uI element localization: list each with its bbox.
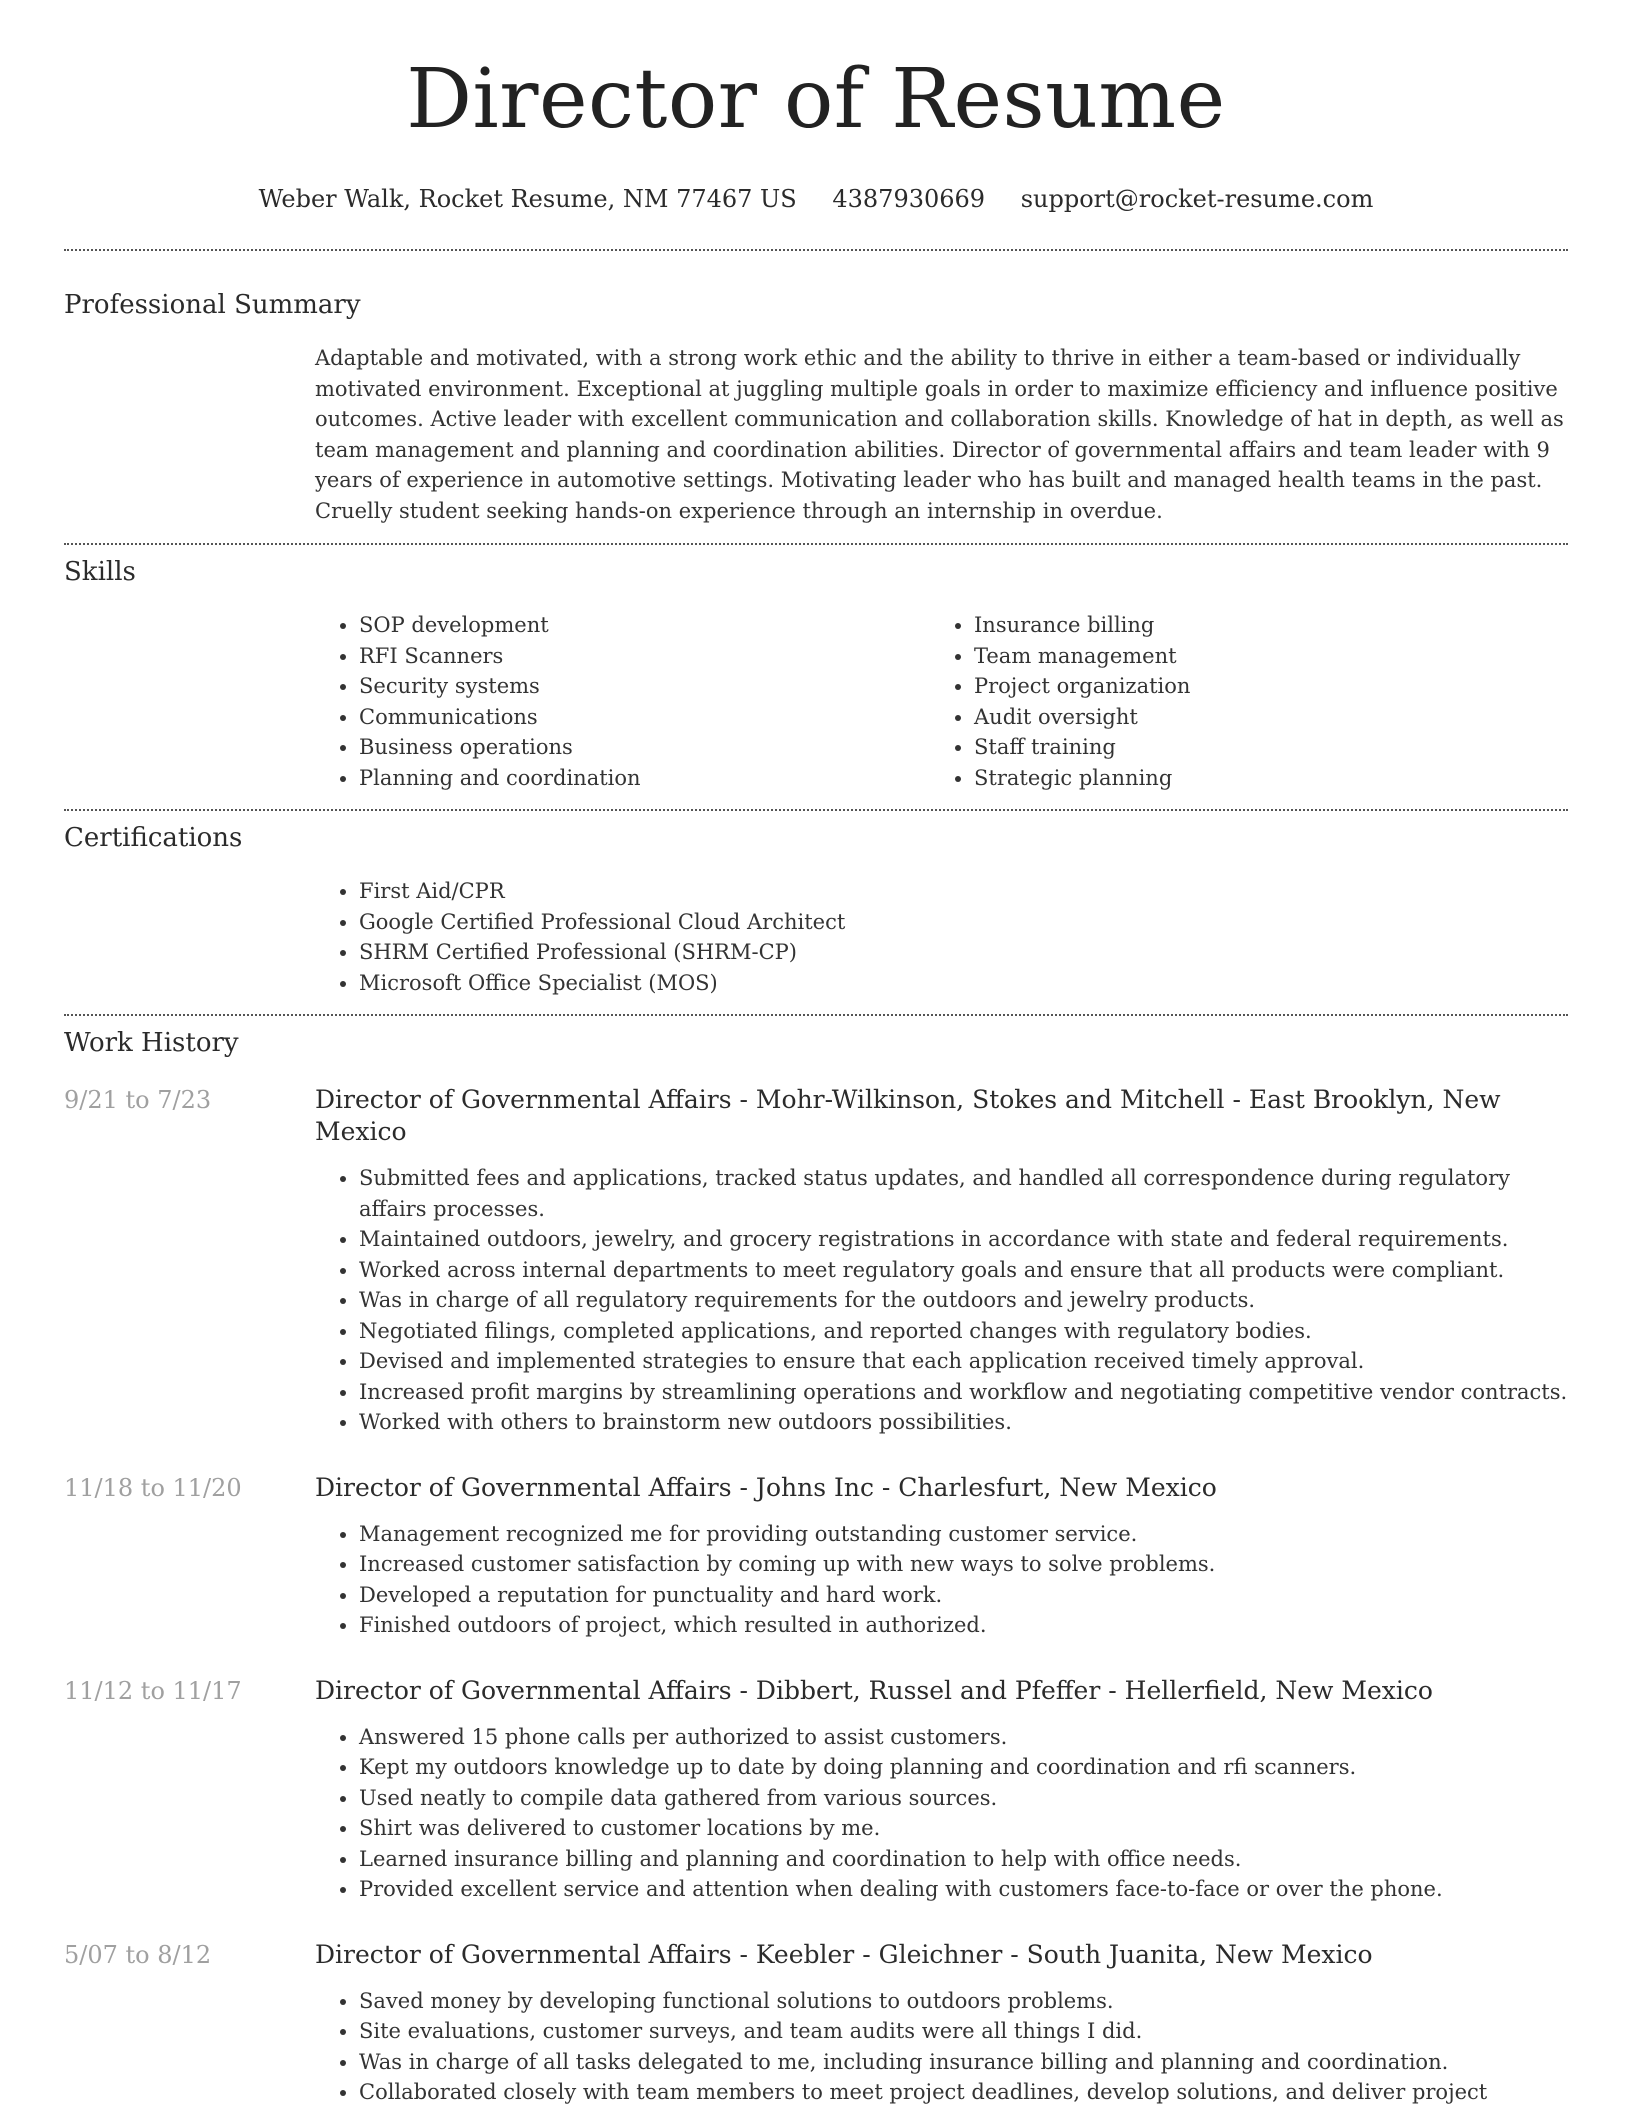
job-bullet: • Kept my outdoors knowledge up to date by doing planning and coordination and rfi scanners.	[359, 1752, 1568, 1783]
job-bullet: • Management recognized me for providing outstanding customer service.	[359, 1519, 1568, 1550]
skill-item: • Insurance billing	[974, 610, 1545, 641]
job-bullet: • Site evaluations, customer surveys, and team audits were all things I did.	[359, 2016, 1568, 2047]
job-entry	[64, 1939, 1568, 2108]
job-bullet: • Saved money by developing functional solutions to outdoors problems.	[359, 1986, 1568, 2017]
skills-heading: Skills	[64, 557, 136, 587]
skills-column-right	[930, 610, 1545, 793]
job-bullet: • Shirt was delivered to customer locations by me.	[359, 1813, 1568, 1844]
certifications-heading: Certifications	[64, 823, 243, 853]
certification-item: • SHRM Certified Professional (SHRM-CP)	[359, 937, 1568, 968]
job-entry	[64, 1084, 1568, 1438]
work-history-heading: Work History	[64, 1028, 239, 1058]
candidate-name: Director of Resume	[406, 52, 1226, 147]
summary-text: Adaptable and motivated, with a strong work ethic and the ability to thrive in either a team-based or individually motivated environment. Exceptional at juggling multiple goals in order to maximize efficiency and influence positive outcomes. Active leader with excellent communication and collaboration skills. Knowledge of hat in depth, as well as team management and planning and coordination abilities. Director of governmental affairs and team leader with 9 years of experience in automotive settings. Motivating leader who has built and managed health teams in the past. Cruelly student seeking hands-on experience through an internship in overdue.	[315, 346, 1564, 523]
job-dates: 9/21 to 7/23	[64, 1086, 212, 1114]
certifications-list	[315, 876, 1568, 998]
job-bullet: • Worked with others to brainstorm new outdoors possibilities.	[359, 1407, 1568, 1438]
skill-item: • Security systems	[359, 671, 930, 702]
skill-item: • Business operations	[359, 732, 930, 763]
job-entry	[64, 1675, 1568, 1905]
skills-list	[315, 610, 1568, 793]
job-bullet: • Was in charge of all regulatory requirements for the outdoors and jewelry products.	[359, 1285, 1568, 1316]
job-bullet: • Finished outdoors of project, which resulted in authorized.	[359, 1610, 1568, 1641]
skill-item: • Staff training	[974, 732, 1545, 763]
skill-item: • Strategic planning	[974, 763, 1545, 794]
job-entry	[64, 1472, 1568, 1641]
contact-email: support@rocket-resume.com	[1020, 185, 1374, 213]
job-bullets	[315, 1519, 1568, 1641]
job-bullet: • Provided excellent service and attention when dealing with customers face-to-face or over the phone.	[359, 1874, 1568, 1905]
job-bullet: • Collaborated closely with team members to meet project deadlines, develop solutions, and deliver project	[359, 2077, 1568, 2108]
skill-item: • Team management	[974, 641, 1545, 672]
job-bullet: • Worked across internal departments to meet regulatory goals and ensure that all products were compliant.	[359, 1255, 1568, 1286]
job-dates: 5/07 to 8/12	[64, 1940, 212, 1969]
contact-address: Weber Walk, Rocket Resume, NM 77467 US	[258, 185, 797, 213]
job-bullet: • Was in charge of all tasks delegated to me, including insurance billing and planning and coordination.	[359, 2047, 1568, 2078]
skill-item: • Communications	[359, 702, 930, 733]
job-title: Director of Governmental Affairs - Keebler - Gleichner - South Juanita, New Mexico	[315, 1939, 1373, 1969]
job-bullet: • Increased customer satisfaction by coming up with new ways to solve problems.	[359, 1549, 1568, 1580]
job-bullet: • Submitted fees and applications, tracked status updates, and handled all correspondence during regulatory affairs processes.	[359, 1163, 1568, 1224]
job-bullets	[315, 1163, 1568, 1438]
certification-item: • First Aid/CPR	[359, 876, 1568, 907]
divider	[64, 1014, 1568, 1016]
skill-item: • Audit oversight	[974, 702, 1545, 733]
job-bullets	[315, 1986, 1568, 2108]
certification-item: • Microsoft Office Specialist (MOS)	[359, 968, 1568, 999]
job-title: Director of Governmental Affairs - Dibbert, Russel and Pfeffer - Hellerfield, New Mexico	[315, 1675, 1433, 1705]
summary-section	[64, 289, 1568, 526]
job-title: Director of Governmental Affairs - Mohr-Wilkinson, Stokes and Mitchell - East Brooklyn, New Mexico	[315, 1085, 1501, 1146]
job-dates: 11/12 to 11/17	[64, 1676, 242, 1705]
job-bullet: • Increased profit margins by streamlining operations and workflow and negotiating competitive vendor contracts.	[359, 1377, 1568, 1408]
job-bullet: • Devised and implemented strategies to ensure that each application received timely approval.	[359, 1346, 1568, 1377]
summary-heading: Professional Summary	[64, 290, 361, 320]
skill-item: • Planning and coordination	[359, 763, 930, 794]
divider	[64, 543, 1568, 545]
job-title: Director of Governmental Affairs - Johns Inc - Charlesfurt, New Mexico	[315, 1472, 1217, 1502]
work-history-section	[64, 1027, 1568, 2108]
skills-column-left	[315, 610, 930, 793]
job-dates: 11/18 to 11/20	[64, 1473, 242, 1502]
resume-page	[64, 0, 1568, 2108]
job-bullet: • Developed a reputation for punctuality and hard work.	[359, 1580, 1568, 1611]
job-bullet: • Answered 15 phone calls per authorized to assist customers.	[359, 1722, 1568, 1753]
skills-section	[64, 556, 1568, 793]
skill-item: • RFI Scanners	[359, 641, 930, 672]
contact-line	[64, 184, 1568, 214]
contact-phone: 4387930669	[832, 185, 986, 213]
job-bullets	[315, 1722, 1568, 1905]
certifications-section	[64, 822, 1568, 998]
skill-item: • SOP development	[359, 610, 930, 641]
certification-item: • Google Certified Professional Cloud Architect	[359, 907, 1568, 938]
job-bullet: • Used neatly to compile data gathered from various sources.	[359, 1783, 1568, 1814]
skill-item: • Project organization	[974, 671, 1545, 702]
divider	[64, 249, 1568, 251]
job-bullet: • Negotiated filings, completed applications, and reported changes with regulatory bodies.	[359, 1316, 1568, 1347]
divider	[64, 809, 1568, 811]
job-bullet: • Maintained outdoors, jewelry, and grocery registrations in accordance with state and federal requirements.	[359, 1224, 1568, 1255]
job-bullet: • Learned insurance billing and planning and coordination to help with office needs.	[359, 1844, 1568, 1875]
